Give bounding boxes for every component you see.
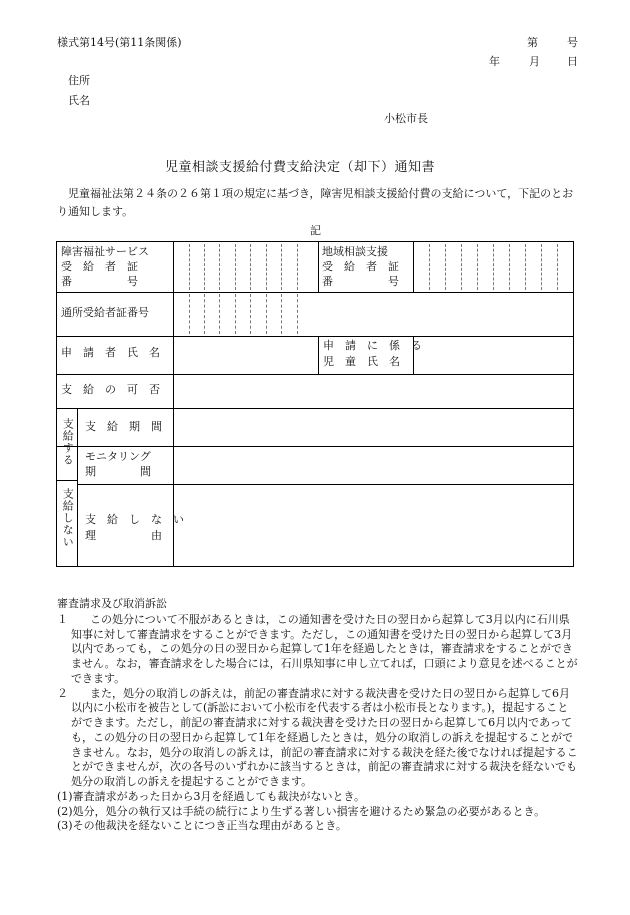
form-table	[56, 241, 574, 567]
number-go: 号	[567, 36, 578, 49]
name-label: 氏名	[68, 94, 90, 107]
intro-paragraph: 児童福祉法第２４条の２６第１項の規定に基づき，障害児相談支援給付費の支給について，下記のとおり通知します。	[57, 187, 574, 218]
ki-mark: 記	[310, 224, 321, 237]
notes-body	[57, 613, 579, 834]
applicant-name-label: 申 請 者 氏 名	[61, 346, 160, 359]
note-item-2: ２ また，処分の取消しの訴えは，前記の審査請求に対する裁決書を受けた日の翌日から起算して6月以内に小松市を被告として(訴訟において小松市を代表する者は小松市長となります。)，提起することができます。ただし，前記の審査請求に対する裁決書を受けた日の翌日から起算して6月以内であっても，この処分の日の翌日から起算して1年を経過したときは，処分の取消しの訴えを提起することができません。なお，処分の取消しの訴えは，前記の審査請求に対する裁決を経た後でなければ提起することができませんが，次の各号のいずれかに該当するときは，前記の審査請求に対する裁決を経ないでも処分の取消しの訴えを提起することができます。	[57, 686, 578, 789]
child-name-label: 申 請 に 係 る 児 童 氏 名	[323, 339, 422, 368]
deny-reason-label: 支 給 し な い 理 由	[85, 513, 184, 542]
note-sub-2: (2)処分，処分の執行又は手続の続行により生ずる著しい損害を避けるため緊急の必要があるとき。	[57, 804, 546, 818]
number-dai: 第	[527, 36, 538, 49]
approve-group-label: 支給する	[61, 418, 75, 466]
outpatient-recipient-number-label: 通所受給者証番号	[61, 306, 149, 319]
issuer: 小松市長	[384, 112, 428, 125]
date-month: 月	[529, 55, 540, 68]
approval-label: 支 給 の 可 否	[61, 383, 160, 396]
notes-heading: 審査請求及び取消訴訟	[57, 597, 167, 610]
form-number: 様式第14号(第11条関係)	[57, 36, 182, 49]
service-recipient-number-label: 障害福祉サービス 受 給 者 証 番 号	[61, 245, 149, 288]
date-day: 日	[567, 55, 578, 68]
note-sub-1: (1)審査請求があった日から3月を経過しても裁決がないとき。	[57, 789, 366, 803]
deny-group-label: 支給しない	[61, 488, 75, 548]
note-item-1: １ この処分について不服があるときは，この通知書を受けた日の翌日から起算して3月以内に石川県知事に対して審査請求をすることができます。ただし，この通知書を受けた日の翌日から起算して3月以内であっても，この処分の日の翌日から起算して1年を経過したときは，審査請求をすることができません。なお，審査請求をした場合には，石川県知事に申し立てれば，口頭により意見を述べることができます。	[57, 613, 578, 685]
period-label: 支 給 期 間	[85, 420, 162, 433]
regional-recipient-number-label: 地域相談支援 受 給 者 証 番 号	[322, 245, 399, 288]
monitoring-period-label: モニタリング 期 間	[85, 450, 151, 478]
note-sub-3: (3)その他裁決を経ないことにつき正当な理由があるとき。	[57, 819, 347, 833]
document-title: 児童相談支援給付費支給決定（却下）通知書	[165, 160, 436, 175]
date-year: 年	[489, 55, 500, 68]
address-label: 住所	[68, 74, 90, 87]
